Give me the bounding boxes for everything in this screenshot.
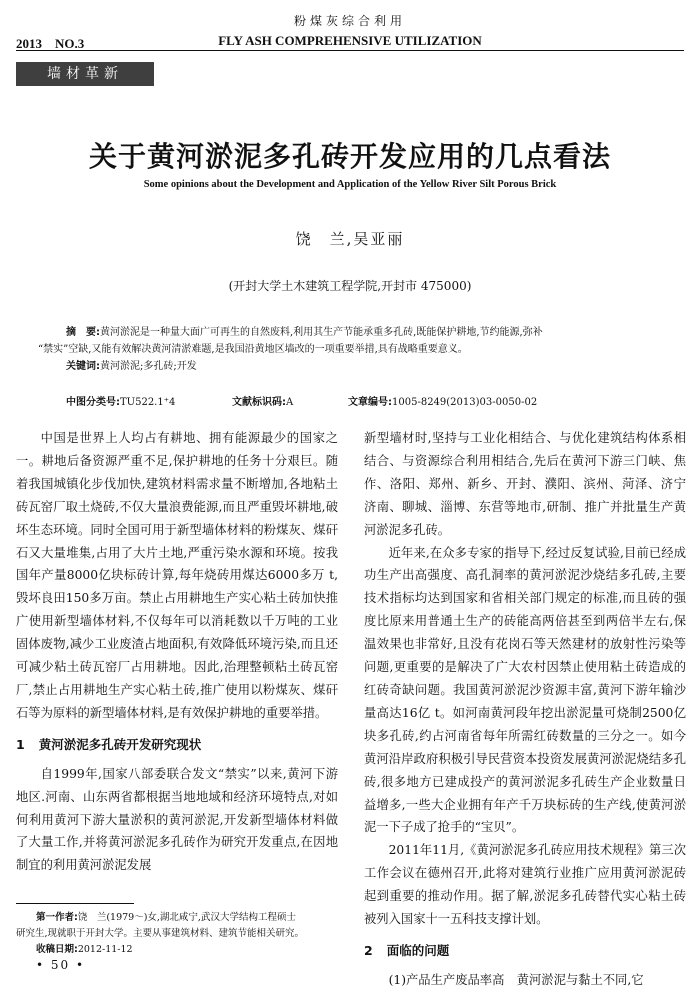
section-heading-2 (364, 940, 686, 963)
footnote (16, 910, 338, 958)
body-column-right (364, 427, 686, 992)
article-title: 关于黄河淤泥多孔砖开发应用的几点看法 (88, 140, 611, 173)
article-no-cell (348, 393, 537, 408)
authors: 饶 兰,吴亚丽 (295, 230, 405, 248)
section-number-2: 2 (364, 942, 373, 958)
abstract-label: 摘 要: (66, 327, 100, 338)
footnote-divider (16, 903, 134, 904)
section-title-2: 面临的问题 (386, 942, 450, 958)
doc-code-value: A (286, 397, 294, 408)
doc-code-label: 文献标识码: (232, 397, 286, 408)
journal-name-cn: 粉煤灰综合利用 (293, 14, 406, 28)
doc-code-cell (232, 393, 293, 408)
clc-cell (66, 393, 175, 408)
footnote-author-text-1: 饶 兰(1979～)女,湖北咸宁,武汉大学结构工程硕士 (77, 912, 296, 923)
header-divider (16, 50, 684, 51)
article-no-label: 文章编号: (348, 397, 392, 408)
received-date-line (16, 942, 338, 958)
received-date-label: 收稿日期: (36, 944, 78, 955)
page-number: • 50 • (36, 958, 86, 972)
paragraph-status: 自1999年,国家八部委联合发文“禁实”以来,黄河下游地区.河南、山东两省都根据当地地域和经济环境特点,对如何利用黄河下游大量淤积的黄河淤泥,开发新型墙体材料做了大量工作,并将黄河淤泥多孔砖作为研究开发重点,在因地制宜的利用黄河淤泥发展 (16, 766, 338, 873)
paragraph-recent: 近年来,在众多专家的指导下,经过反复试验,目前已经成功生产出高强度、高孔洞率的黄河淤泥沙烧结多孔砖,主要技术指标均达到国家和省相关部门规定的标准,而且砖的强度比原来用普通土生产的砖能高两倍甚至到两倍半左右,保温效果也非常好,且没有花岗石等天然建材的放射性污染等问题,更重要的是解决了广大农村因禁止使用粘土砖造成的红砖奇缺问题。我国黄河淤泥沙资源丰富,黄河下游年输沙量高达16亿 t。如河南黄河段年挖出淤泥量可烧制2500亿块多孔砖,约占河南省每年所需红砖数量的三分之一。如今黄河沿岸政府积极引导民营资本投资发展黄河淤泥烧结多孔砖,很多地方已建成投产的黄河淤泥多孔砖生产企业数量日益增多,一些大企业拥有年产千万块标砖的生产线,使黄河淤泥一下子成了抢手的“宝贝”。 (364, 545, 686, 835)
paragraph-problems: (1)产品生产废品率高 黄河淤泥与黏土不同,它 (388, 972, 644, 987)
article-no-value: 1005-8249(2013)03-0050-02 (392, 397, 538, 408)
clc-label: 中图分类号: (66, 397, 120, 408)
abstract-line-1 (38, 324, 663, 341)
footnote-author-text-2: 研究生,现就职于开封大学。主要从事建筑材料、建筑节能相关研究。 (16, 928, 305, 939)
paragraph-continued: 新型墙材时,坚持与工业化相结合、与优化建筑结构体系相结合、与资源综合利用相结合,先后在黄河下游三门峡、焦作、洛阳、郑州、新乡、开封、濮阳、滨州、菏泽、济宁 济南、聊城、淄博、东营等地市,研制、推广并批量生产黄河淤泥多孔砖。 (364, 431, 686, 537)
affiliation: (开封大学土木建筑工程学院,开封市 475000) (228, 279, 472, 293)
paragraph-regulation: 2011年11月,《黄河淤泥多孔砖应用技术规程》第三次工作会议在德州召开,此将对建筑行业推广应用黄河淤泥砖起到重要的推动作用。据了解,淤泥多孔砖替代实心粘土砖被列入国家十一五科技支撑计划。 (364, 843, 686, 927)
keywords-label: 关键词: (66, 361, 100, 372)
received-date: 2012-11-12 (77, 944, 133, 955)
journal-name-en: FLY ASH COMPREHENSIVE UTILIZATION (218, 33, 482, 48)
abstract-text-2: “禁实”空缺,又能有效解决黄河清淤难题,是我国沿黄地区墙改的一项重要举措,具有战略重要意义。 (38, 344, 468, 355)
issue-number: 2013 NO.3 (16, 36, 85, 51)
section-title-1: 黄河淤泥多孔砖开发研究现状 (38, 736, 202, 752)
section-tag: 墙材革新 (16, 62, 154, 86)
abstract-text-1: 黄河淤泥是一种量大面广可再生的自然废料,利用其生产节能承重多孔砖,既能保护耕地,节约能源,弥补 (100, 327, 543, 338)
section-heading-1 (16, 734, 338, 757)
abstract-block (38, 324, 663, 375)
footnote-author-line (16, 910, 338, 926)
article-subtitle-en: Some opinions about the Development and Application of the Yellow River Silt Porous Brick (143, 179, 557, 190)
footnote-author-label: 第一作者: (36, 912, 78, 923)
keywords-line (38, 358, 663, 375)
clc-value: TU522.1⁺4 (120, 397, 176, 408)
section-number-1: 1 (16, 736, 25, 752)
keywords: 黄河淤泥;多孔砖;开发 (100, 361, 197, 372)
body-column-left (16, 427, 338, 877)
paragraph-intro: 中国是世界上人均占有耕地、拥有能源最少的国家之一。耕地后备资源严重不足,保护耕地的任务十分艰巨。随着我国城镇化步伐加快,建筑材料需求量不断增加,各地粘土砖瓦窑厂取土烧砖,不仅大量浪费能源,而且严重毁坏耕地,破坏生态环境。同时全国可用于新型墙体材料的粉煤灰、煤矸石又大量堆集,占用了大片土地,严重污染水源和环境。按我国年产量8000亿块标砖计算,每年烧砖用煤达6000多万 t,毁坏良田150多万亩。禁止占用耕地生产实心粘土砖加快推广使用新型墙体材料,不仅每年可以消耗数以千万吨的工业固体废物,减少工业废渣占地面积,有效降低环境污染,而且还可减少粘土砖瓦窑厂占用耕地。因此,治理整顿粘土砖瓦窑厂,禁止占用耕地生产实心粘土砖,推广使用以粉煤灰、煤矸石等为原料的新型墙体材料,是有效保护耕地的重要举措。 (16, 431, 338, 720)
